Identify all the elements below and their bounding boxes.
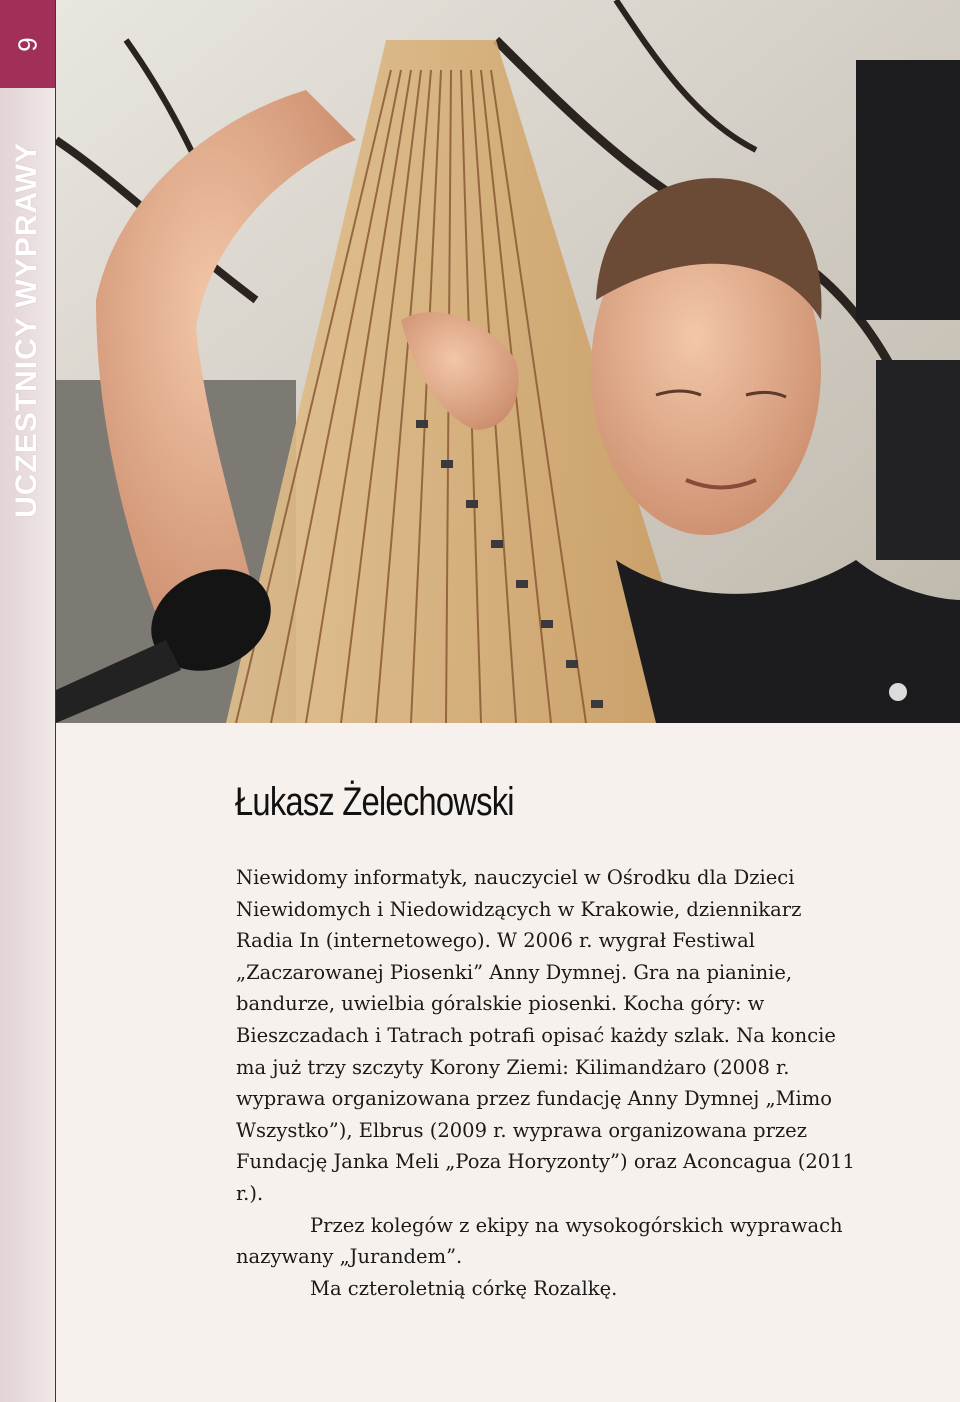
photo-musician-with-zither <box>56 0 960 723</box>
paragraph-biography: Niewidomy informatyk, nauczyciel w Ośrodku dla Dzieci Niewidomych i Niedowidzących w Krakowie, dziennikarz Radia In (internetowego). W 2006 r. wygrał Festiwal „Zaczarowanej Piosenki” Anny Dymnej. Gra na pianinie, bandurze, uwielbia góralskie piosenki. Kocha góry: w Bieszczadach i Tatrach potrafi opisać każdy szlak. Na koncie ma już trzy szczyty Korony Ziemi: Kilimandżaro (2008 r. wyprawa organizowana przez fundację Anny Dymnej „Mimo Wszystko”), Elbrus (2009 r. wyprawa organizowana przez Fundację Janka Meli „Poza Horyzonty”) oraz Aconcagua (2011 r.). <box>236 866 855 1205</box>
paragraph-family: Ma czteroletnią córkę Rozalkę. <box>310 1276 618 1300</box>
article-body <box>236 862 861 1304</box>
page-sidebar <box>0 0 56 1402</box>
paragraph-nickname: Przez kolegów z ekipy na wysokogórskich wyprawach nazywany „Jurandem”. <box>236 1213 843 1269</box>
section-label: UCZESTNICY WYPRAWY <box>10 142 43 518</box>
page-title: Łukasz Żelechowski <box>235 780 514 824</box>
page-number: 6 <box>13 36 43 52</box>
